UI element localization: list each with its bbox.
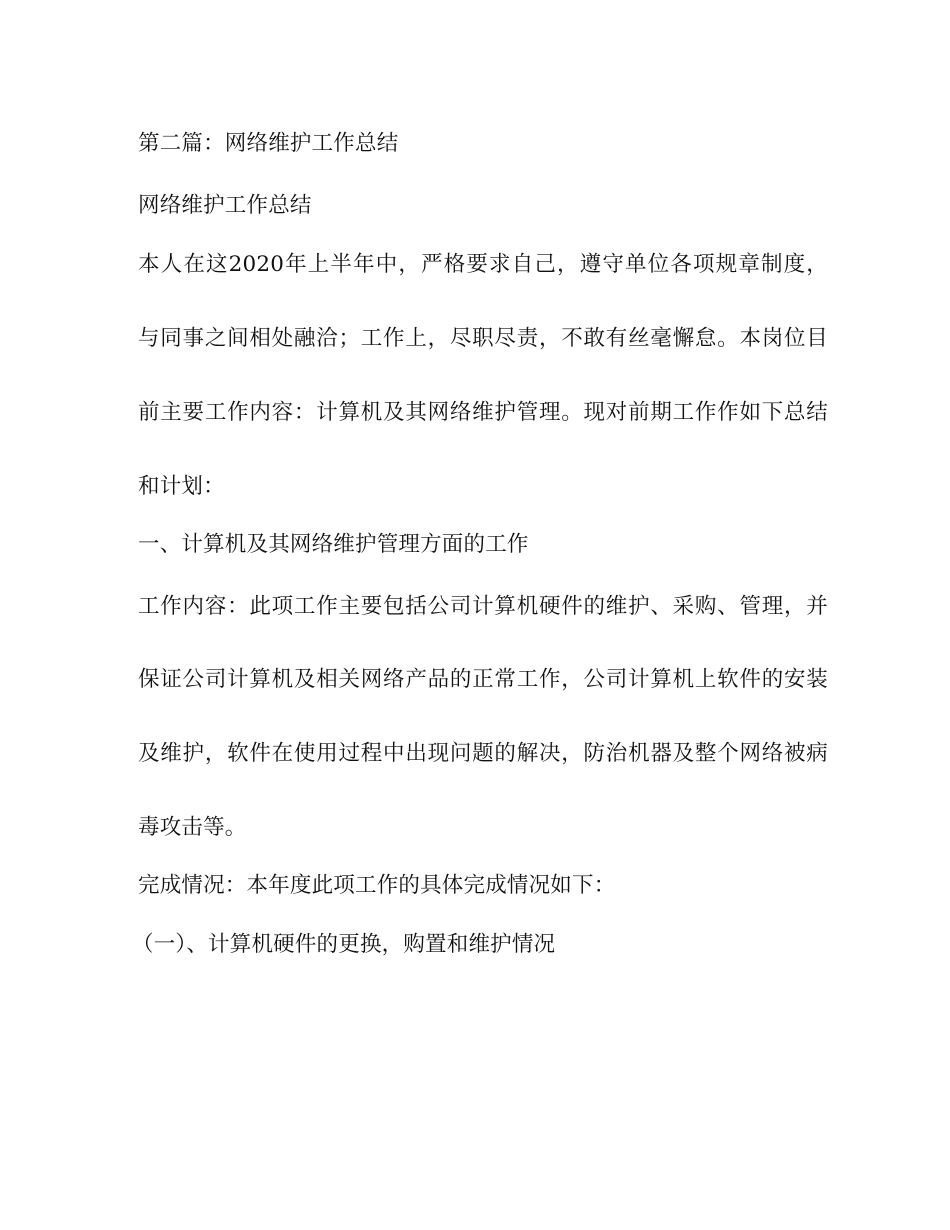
document-title: 网络维护工作总结 [138, 193, 312, 218]
paragraph-line: 前主要工作内容：计算机及其网络维护管理。现对前期工作作如下总结 [138, 400, 828, 425]
paragraph-line: 及维护，软件在使用过程中出现问题的解决，防治机器及整个网络被病 [138, 741, 828, 766]
paragraph-line: 本人在这2020年上半年中，严格要求自己，遵守单位各项规章制度， [138, 252, 828, 277]
chapter-heading: 第二篇：网络维护工作总结 [138, 131, 399, 156]
paragraph-line: 完成情况：本年度此项工作的具体完成情况如下： [138, 873, 616, 898]
paragraph-line: 工作内容：此项工作主要包括公司计算机硬件的维护、采购、管理，并 [138, 594, 828, 619]
section-heading: 一、计算机及其网络维护管理方面的工作 [138, 532, 529, 557]
paragraph-line: 保证公司计算机及相关网络产品的正常工作，公司计算机上软件的安装 [138, 667, 828, 692]
subsection-heading: （一）、计算机硬件的更换，购置和维护情况 [132, 932, 556, 957]
paragraph-line: 与同事之间相处融洽；工作上，尽职尽责，不敢有丝毫懈怠。本岗位目 [138, 326, 828, 351]
paragraph-line: 毒攻击等。 [138, 815, 247, 840]
paragraph-line: 和计划： [138, 474, 225, 499]
